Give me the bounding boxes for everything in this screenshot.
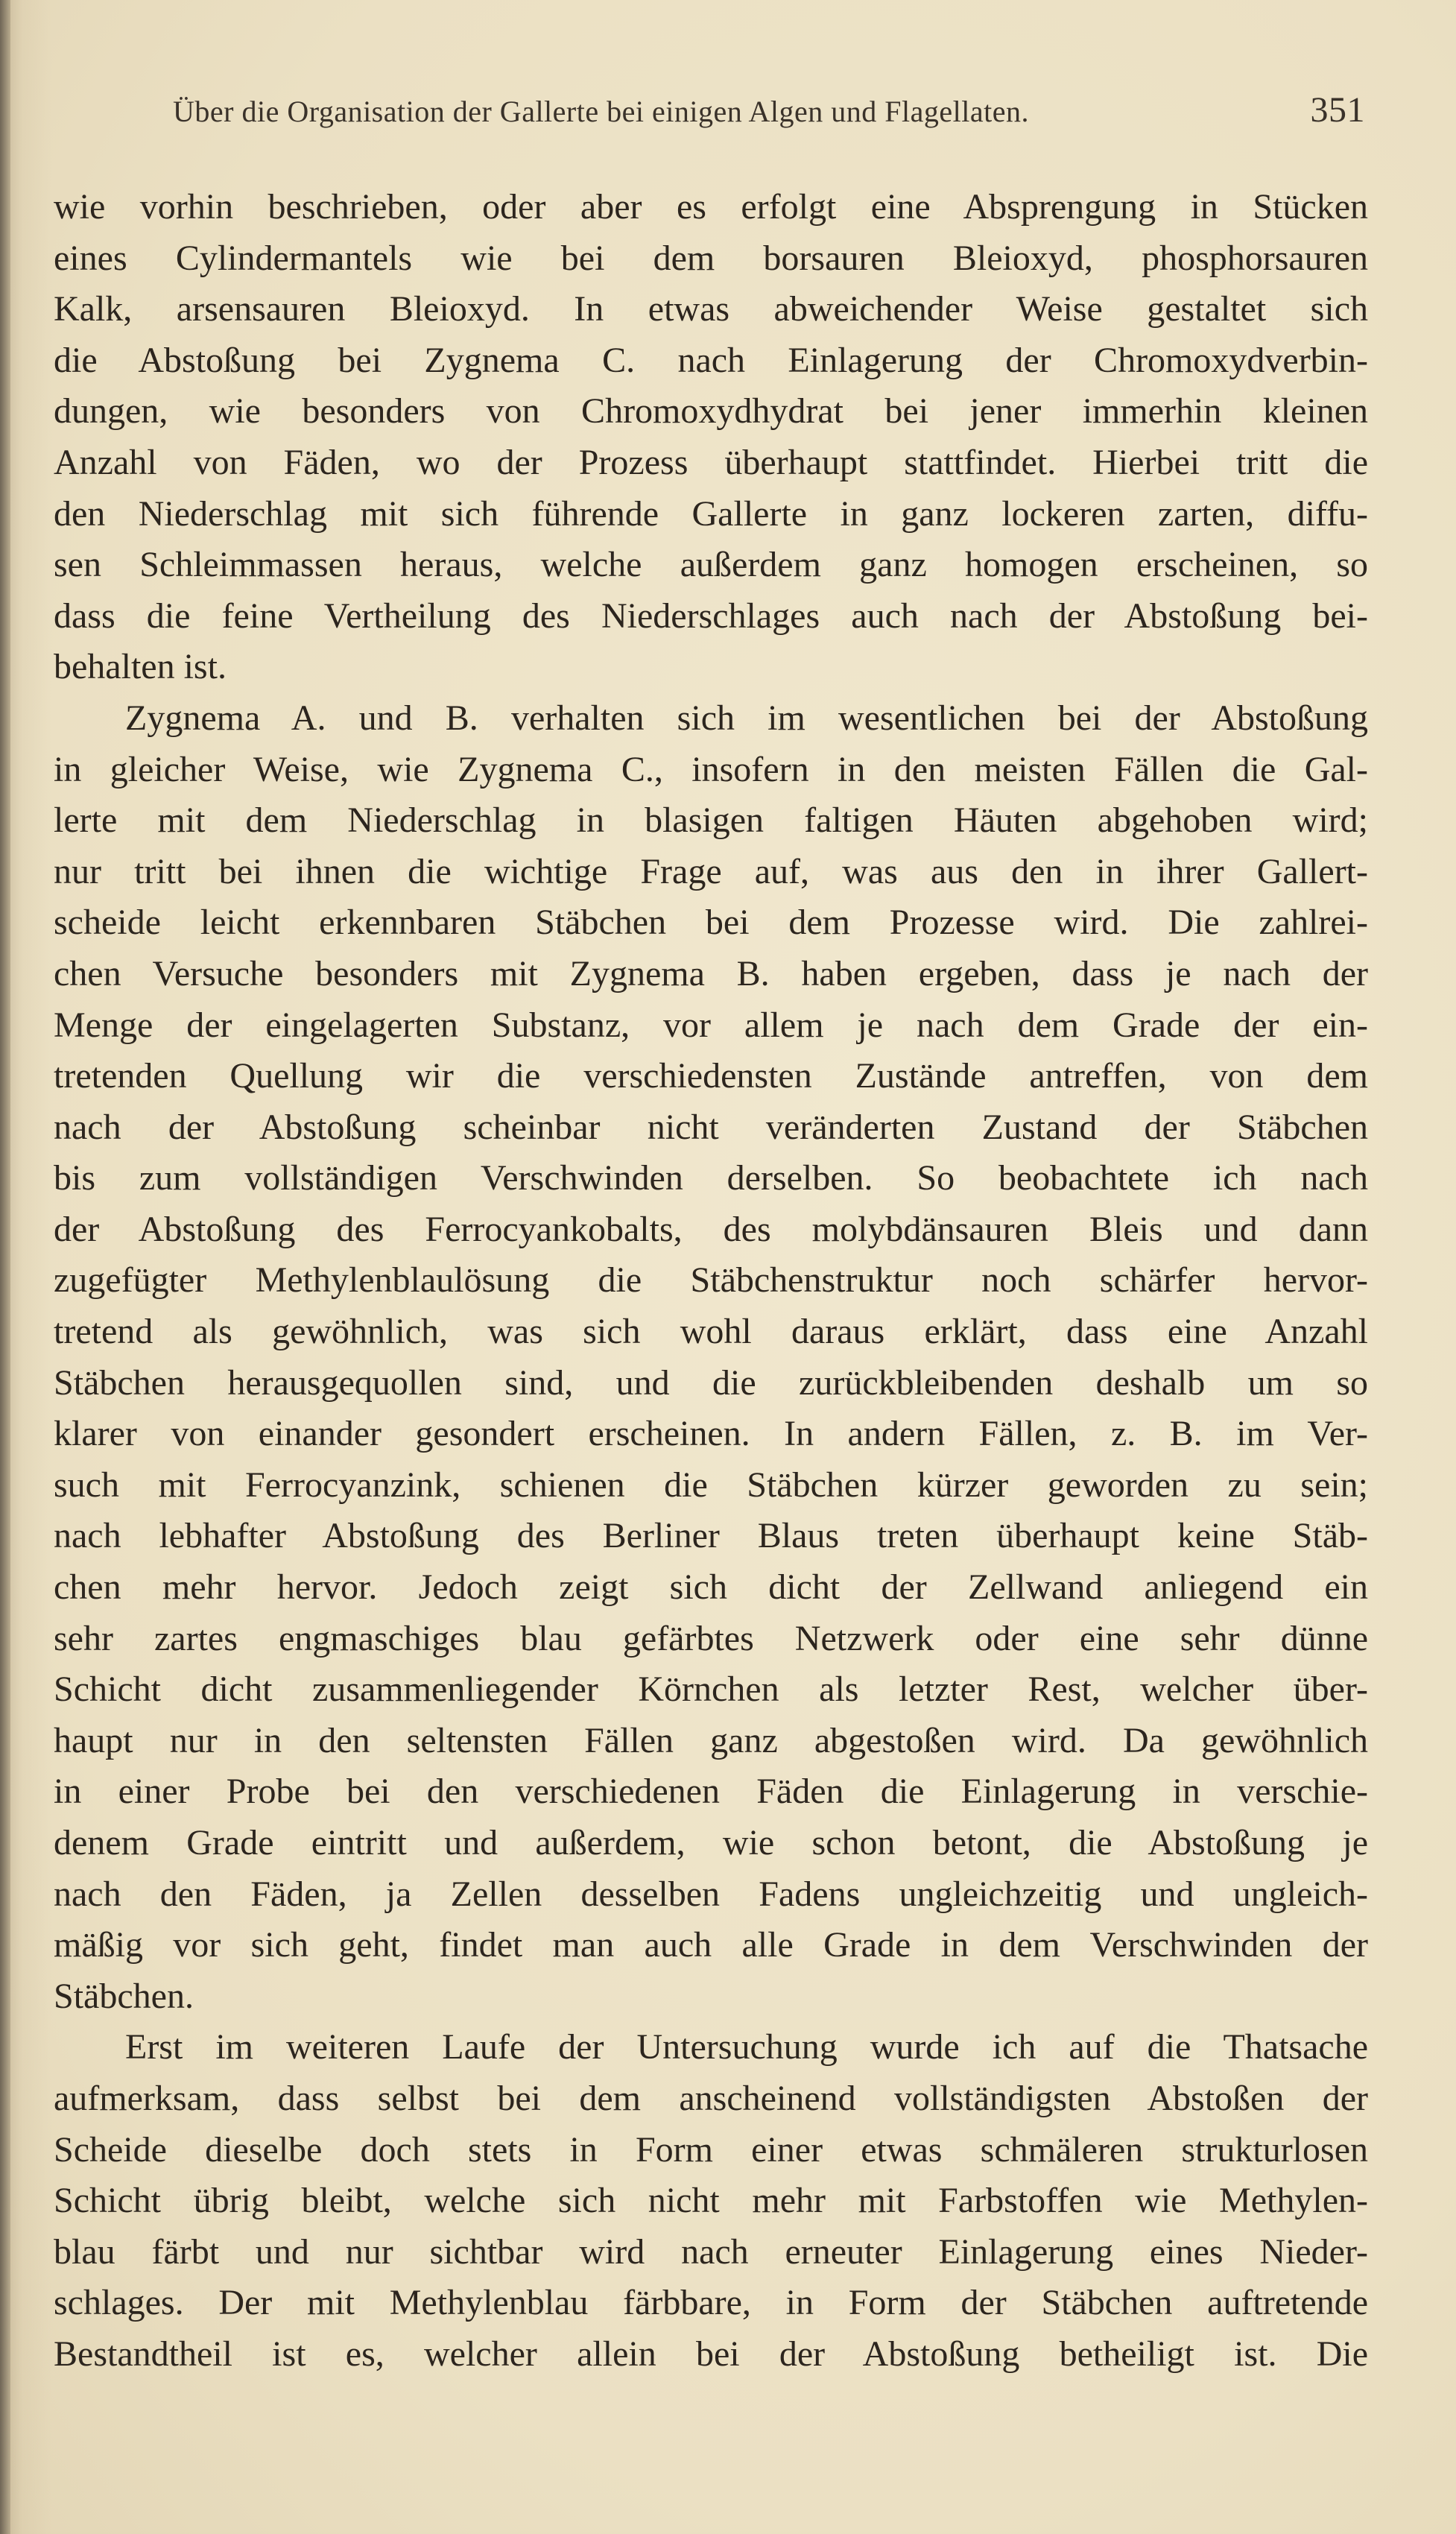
text-line: dungen, wie besonders von Chromoxydhydrat bei jener immerhin kleinen — [54, 391, 1368, 432]
page-gutter-shadow — [0, 0, 10, 2534]
text-line: schlages. Der mit Methylenblau färbbare, in Form der Stäbchen auftretende — [54, 2283, 1368, 2323]
text-line: der Abstoßung des Ferrocyankobalts, des molybdänsauren Bleis und dann — [54, 1209, 1368, 1249]
text-line: aufmerksam, dass selbst bei dem anscheinend vollständigsten Abstoßen der — [54, 2078, 1368, 2118]
running-title: Über die Organisation der Gallerte bei einigen Algen und Flagellaten. — [173, 95, 1029, 128]
text-line: tretenden Quellung wir die verschiedensten Zustände antreffen, von dem — [54, 1056, 1368, 1096]
text-line: denem Grade eintritt und außerdem, wie schon betont, die Abstoßung je — [54, 1823, 1368, 1862]
text-line: haupt nur in den seltensten Fällen ganz abgestoßen wird. Da gewöhnlich — [54, 1720, 1368, 1760]
text-line: tretend als gewöhnlich, was sich wohl daraus erklärt, dass eine Anzahl — [54, 1312, 1368, 1352]
text-line: chen Versuche besonders mit Zygnema B. haben ergeben, dass je nach der — [54, 953, 1368, 993]
text-line: nach lebhafter Abstoßung des Berliner Blaus treten überhaupt keine Stäb- — [54, 1516, 1368, 1556]
text-line: wie vorhin beschrieben, oder aber es erfolgt eine Absprengung in Stücken — [54, 187, 1368, 227]
body-text — [54, 182, 1368, 2380]
text-line: bis zum vollständigen Verschwinden derselben. So beobachtete ich nach — [54, 1158, 1368, 1198]
text-line: nach den Fäden, ja Zellen desselben Fadens ungleichzeitig und ungleich- — [54, 1874, 1368, 1914]
text-line: blau färbt und nur sichtbar wird nach erneuter Einlagerung eines Nieder- — [54, 2231, 1368, 2272]
page-header — [173, 90, 1365, 139]
paragraph-first-line: Erst im weiteren Laufe der Untersuchung wurde ich auf die Thatsache — [125, 2027, 1368, 2067]
text-line: such mit Ferrocyanzink, schienen die Stäbchen kürzer geworden zu sein; — [54, 1465, 1368, 1505]
text-line: lerte mit dem Niederschlag in blasigen faltigen Häuten abgehoben wird; — [54, 800, 1368, 841]
text-line: klarer von einander gesondert erscheinen. In andern Fällen, z. B. im Ver- — [54, 1414, 1368, 1454]
paragraph-first-line: Zygnema A. und B. verhalten sich im wesentlichen bei der Abstoßung — [125, 698, 1368, 738]
text-line: eines Cylindermantels wie bei dem borsauren Bleioxyd, phosphorsauren — [54, 238, 1368, 278]
text-line: Menge der eingelagerten Substanz, vor allem je nach dem Grade der ein- — [54, 1005, 1368, 1045]
text-line: die Abstoßung bei Zygnema C. nach Einlagerung der Chromoxydverbin- — [54, 340, 1368, 380]
text-line: zugefügter Methylenblaulösung die Stäbchenstruktur noch schärfer hervor- — [54, 1260, 1368, 1301]
text-line: sehr zartes engmaschiges blau gefärbtes Netzwerk oder eine sehr dünne — [54, 1618, 1368, 1658]
text-line: den Niederschlag mit sich führende Gallerte in ganz lockeren zarten, diffu- — [54, 493, 1368, 534]
text-line: Scheide dieselbe doch stets in Form einer etwas schmäleren strukturlosen — [54, 2129, 1368, 2170]
text-line: dass die feine Vertheilung des Niederschlages auch nach der Abstoßung bei- — [54, 595, 1368, 636]
page-number: 351 — [1310, 90, 1365, 130]
text-line: scheide leicht erkennbaren Stäbchen bei dem Prozesse wird. Die zahlrei- — [54, 903, 1368, 943]
text-line: nur tritt bei ihnen die wichtige Frage auf, was aus den in ihrer Gallert- — [54, 851, 1368, 891]
text-line: Kalk, arsensauren Bleioxyd. In etwas abweichender Weise gestaltet sich — [54, 289, 1368, 329]
text-line: in einer Probe bei den verschiedenen Fäden die Einlagerung in verschie- — [54, 1772, 1368, 1812]
text-line: Bestandtheil ist es, welcher allein bei der Abstoßung betheiligt ist. Die — [54, 2334, 1368, 2374]
text-line: Anzahl von Fäden, wo der Prozess überhaupt stattfindet. Hierbei tritt die — [54, 442, 1368, 482]
text-line: Schicht dicht zusammenliegender Körnchen als letzter Rest, welcher über- — [54, 1669, 1368, 1710]
text-line: mäßig vor sich geht, findet man auch alle Grade in dem Verschwinden der — [54, 1925, 1368, 1965]
text-line: sen Schleimmassen heraus, welche außerdem ganz homogen erscheinen, so — [54, 545, 1368, 585]
text-line: behalten ist. — [54, 647, 227, 687]
text-line: in gleicher Weise, wie Zygnema C., insofern in den meisten Fällen die Gal- — [54, 749, 1368, 789]
text-line: chen mehr hervor. Jedoch zeigt sich dicht der Zellwand anliegend ein — [54, 1567, 1368, 1608]
text-line: Stäbchen herausgequollen sind, und die zurückbleibenden deshalb um so — [54, 1362, 1368, 1403]
text-line: Stäbchen. — [54, 1976, 194, 2016]
text-line: nach der Abstoßung scheinbar nicht veränderten Zustand der Stäbchen — [54, 1107, 1368, 1147]
text-line: Schicht übrig bleibt, welche sich nicht mehr mit Farbstoffen wie Methylen- — [54, 2181, 1368, 2221]
